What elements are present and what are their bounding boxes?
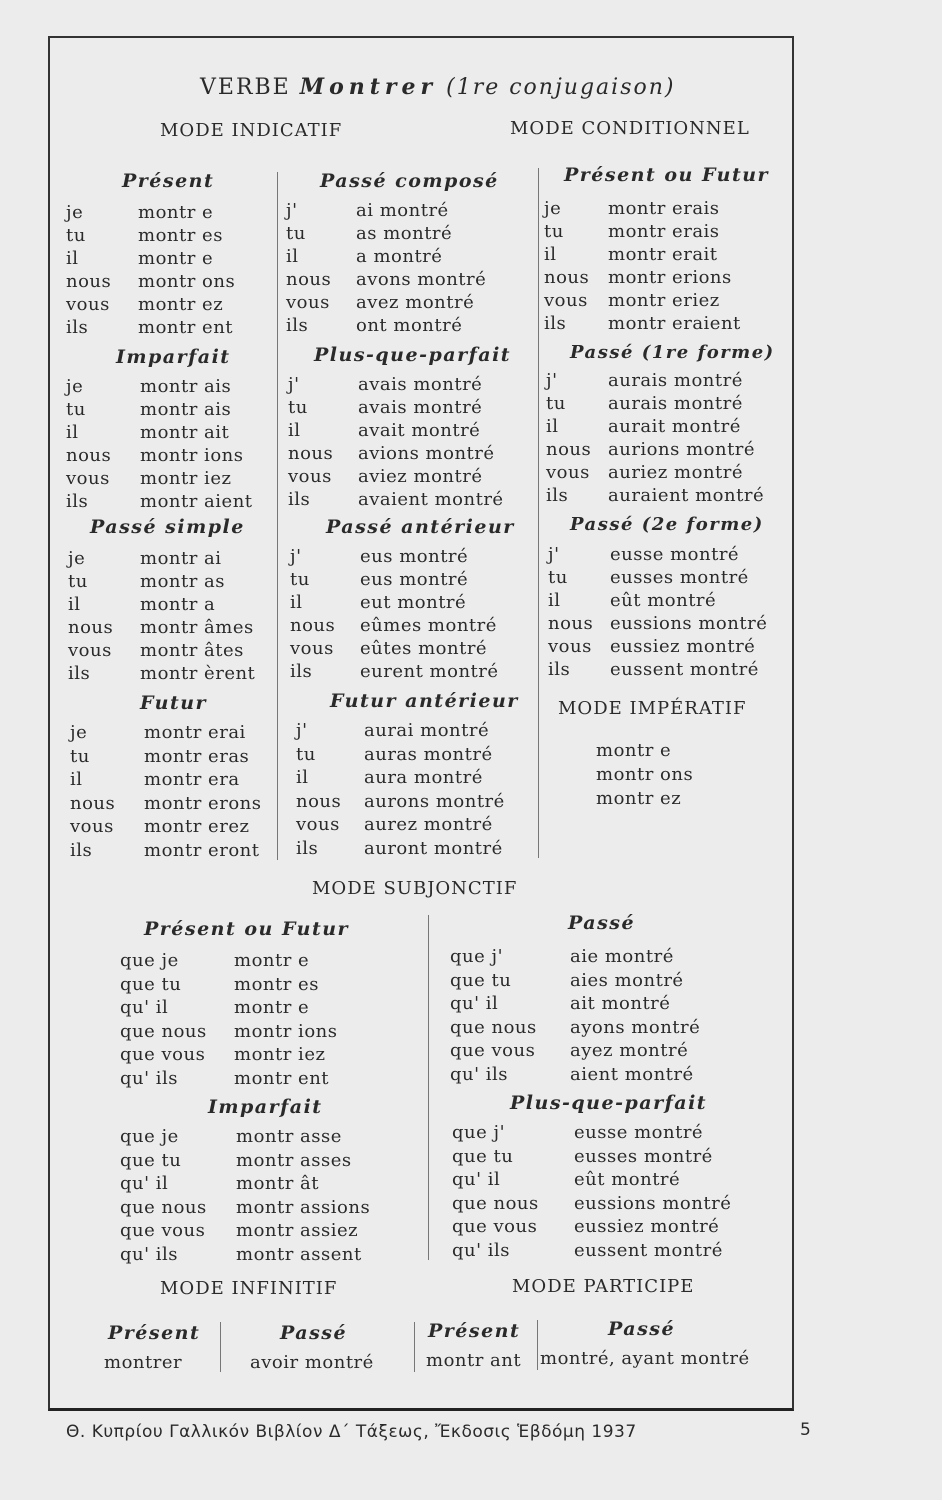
imperatif-form: montr ez <box>596 788 682 809</box>
indicatif-plus-que-parfait-form: avions montré <box>358 443 495 464</box>
indicatif-futur-heading: Futur <box>140 692 208 714</box>
indicatif-passe-anterieur-form: eus montré <box>360 569 469 590</box>
subjonctif-present-pronoun: qu' il <box>120 997 169 1018</box>
indicatif-imparfait-form: montr ais <box>140 399 232 420</box>
indicatif-passe-anterieur-pronoun: tu <box>290 569 310 590</box>
indicatif-futur-form: montr era <box>144 769 240 790</box>
subjonctif-present-pronoun: que nous <box>120 1020 207 1042</box>
subjonctif-plus-que-parfait-form: eussent montré <box>574 1239 723 1261</box>
indicatif-passe-compose-pronoun: tu <box>286 223 306 244</box>
subjonctif-present-form: montr e <box>234 950 310 971</box>
participe-present: montr ant <box>426 1350 522 1371</box>
subjonctif-plus-que-parfait-pronoun: que nous <box>452 1192 539 1214</box>
mode-imperatif-heading: MODE IMPÉRATIF <box>558 698 747 719</box>
indicatif-futur-pronoun: je <box>70 722 88 743</box>
indicatif-passe-simple-pronoun: ils <box>68 663 91 684</box>
subjonctif-imparfait-pronoun: qu' il <box>120 1173 169 1194</box>
subjonctif-passe-form: ayez montré <box>570 1040 689 1061</box>
subjonctif-present-pronoun: que tu <box>120 973 182 995</box>
conditionnel-passe2-form: eussiez montré <box>610 636 756 657</box>
indicatif-imparfait-form: montr iez <box>140 468 232 489</box>
indicatif-imparfait-form: montr ions <box>140 445 244 466</box>
conditionnel-present-heading: Présent ou Futur <box>564 164 770 186</box>
indicatif-passe-simple-pronoun: je <box>68 548 86 569</box>
subjonctif-present-pronoun: qu' ils <box>120 1067 179 1089</box>
indicatif-plus-que-parfait-pronoun: nous <box>288 443 334 464</box>
indicatif-futur-pronoun: nous <box>70 792 116 814</box>
subjonctif-passe-pronoun: que nous <box>450 1016 537 1038</box>
subjonctif-imparfait-form: montr assions <box>236 1196 371 1218</box>
imperatif-form: montr e <box>596 740 672 761</box>
subjonctif-imparfait-pronoun: que vous <box>120 1220 206 1241</box>
conditionnel-present-pronoun: je <box>544 198 562 219</box>
subjonctif-passe-form: aie montré <box>570 946 674 967</box>
subjonctif-imparfait-form: montr assent <box>236 1243 362 1265</box>
subjonctif-passe-form: aient montré <box>570 1063 694 1085</box>
participe-passe-heading: Passé <box>608 1318 676 1340</box>
indicatif-present-pronoun: vous <box>66 294 110 315</box>
conditionnel-passe1-form: aurait montré <box>608 416 741 437</box>
conditionnel-present-form: montr eraient <box>608 313 741 334</box>
subjonctif-imparfait-pronoun: que tu <box>120 1149 182 1171</box>
indicatif-passe-compose-pronoun: ils <box>286 315 309 336</box>
indicatif-present-form: montr ez <box>138 294 224 315</box>
indicatif-futur-anterieur-heading: Futur antérieur <box>330 690 519 712</box>
subjonctif-imparfait-pronoun: que je <box>120 1126 179 1147</box>
conditionnel-present-form: montr erais <box>608 198 720 219</box>
indicatif-passe-compose-pronoun: vous <box>286 292 330 313</box>
conditionnel-passe2-heading: Passé (2e forme) <box>570 514 764 535</box>
indicatif-imparfait-heading: Imparfait <box>116 346 231 368</box>
column-divider <box>220 1322 221 1372</box>
subjonctif-present-form: montr ent <box>234 1067 330 1089</box>
indicatif-futur-anterieur-pronoun: tu <box>296 743 316 765</box>
subjonctif-passe-form: aies montré <box>570 969 684 991</box>
indicatif-imparfait-pronoun: vous <box>66 468 110 489</box>
mode-subjonctif-heading: MODE SUBJONCTIF <box>312 878 518 899</box>
subjonctif-present-pronoun: que je <box>120 950 179 971</box>
indicatif-futur-anterieur-form: auront montré <box>364 837 503 859</box>
indicatif-passe-simple-heading: Passé simple <box>90 516 245 538</box>
mode-infinitif-heading: MODE INFINITIF <box>160 1278 338 1299</box>
indicatif-present-form: montr ent <box>138 317 234 338</box>
conditionnel-present-form: montr eriez <box>608 290 720 311</box>
infinitif-present-heading: Présent <box>108 1322 201 1344</box>
page-number: 5 <box>800 1420 812 1440</box>
indicatif-imparfait-pronoun: nous <box>66 445 112 466</box>
subjonctif-present-pronoun: que vous <box>120 1044 206 1065</box>
subjonctif-passe-pronoun: que j' <box>450 946 504 967</box>
subjonctif-passe-pronoun: qu' ils <box>450 1063 509 1085</box>
page-title: VERBE Montrer (1re conjugaison) <box>200 74 676 100</box>
conditionnel-present-form: montr erions <box>608 267 732 288</box>
indicatif-passe-simple-pronoun: vous <box>68 640 112 661</box>
indicatif-passe-anterieur-form: eus montré <box>360 546 469 567</box>
column-divider <box>537 1320 538 1370</box>
conditionnel-passe2-pronoun: j' <box>548 544 560 565</box>
indicatif-passe-compose-form: ont montré <box>356 315 463 336</box>
indicatif-plus-que-parfait-heading: Plus-que-parfait <box>314 344 512 366</box>
indicatif-passe-simple-form: montr a <box>140 594 216 615</box>
subjonctif-passe-pronoun: qu' il <box>450 993 499 1014</box>
indicatif-passe-simple-form: montr as <box>140 571 226 592</box>
indicatif-futur-form: montr erai <box>144 722 246 743</box>
footer-citation: Θ. Κυπρίου Γαλλικόν Βιβλίον Δ΄ Τάξεως, Ἔκδοσις Ἑβδόμη 1937 <box>66 1422 637 1442</box>
subjonctif-passe-form: ayons montré <box>570 1016 701 1038</box>
subjonctif-plus-que-parfait-form: eusses montré <box>574 1145 713 1167</box>
indicatif-passe-simple-pronoun: il <box>68 594 81 615</box>
indicatif-present-pronoun: il <box>66 248 79 269</box>
conditionnel-passe2-pronoun: nous <box>548 613 594 634</box>
conditionnel-passe2-form: eussions montré <box>610 613 768 634</box>
conditionnel-passe2-pronoun: ils <box>548 659 571 680</box>
indicatif-passe-anterieur-pronoun: j' <box>290 546 302 567</box>
indicatif-passe-compose-pronoun: nous <box>286 269 332 290</box>
column-divider <box>277 172 278 860</box>
conditionnel-present-form: montr erait <box>608 244 718 265</box>
conditionnel-passe1-form: aurais montré <box>608 370 743 391</box>
indicatif-passe-simple-form: montr èrent <box>140 663 256 684</box>
indicatif-passe-compose-form: avons montré <box>356 269 487 290</box>
conditionnel-passe1-pronoun: nous <box>546 439 592 460</box>
subjonctif-plus-que-parfait-pronoun: qu' il <box>452 1169 501 1190</box>
infinitif-present: montrer <box>104 1352 183 1373</box>
indicatif-passe-compose-form: as montré <box>356 223 453 244</box>
indicatif-present-pronoun: nous <box>66 271 112 292</box>
participe-passe: montré, ayant montré <box>540 1348 750 1369</box>
indicatif-plus-que-parfait-pronoun: vous <box>288 466 332 487</box>
indicatif-plus-que-parfait-form: avait montré <box>358 420 481 441</box>
indicatif-passe-simple-pronoun: tu <box>68 571 88 592</box>
indicatif-passe-anterieur-heading: Passé antérieur <box>326 516 515 538</box>
indicatif-futur-form: montr erons <box>144 792 262 814</box>
conditionnel-passe1-pronoun: tu <box>546 393 566 414</box>
conditionnel-passe1-pronoun: il <box>546 416 559 437</box>
indicatif-futur-form: montr eras <box>144 745 250 767</box>
subjonctif-imparfait-pronoun: que nous <box>120 1196 207 1218</box>
conditionnel-passe2-pronoun: tu <box>548 567 568 588</box>
column-divider <box>414 1322 415 1372</box>
conditionnel-present-pronoun: vous <box>544 290 588 311</box>
conditionnel-present-pronoun: il <box>544 244 557 265</box>
indicatif-futur-anterieur-form: aurons montré <box>364 790 505 812</box>
subjonctif-plus-que-parfait-form: eût montré <box>574 1169 681 1190</box>
indicatif-passe-compose-pronoun: j' <box>286 200 298 221</box>
indicatif-plus-que-parfait-form: aviez montré <box>358 466 483 487</box>
subjonctif-plus-que-parfait-pronoun: que j' <box>452 1122 506 1143</box>
indicatif-passe-compose-heading: Passé composé <box>320 170 499 192</box>
indicatif-futur-form: montr eront <box>144 839 260 861</box>
subjonctif-plus-que-parfait-form: eussiez montré <box>574 1216 720 1237</box>
indicatif-passe-anterieur-pronoun: il <box>290 592 303 613</box>
conditionnel-passe1-pronoun: ils <box>546 485 569 506</box>
conditionnel-present-pronoun: tu <box>544 221 564 242</box>
indicatif-futur-anterieur-pronoun: vous <box>296 814 340 835</box>
indicatif-present-form: montr ons <box>138 271 236 292</box>
indicatif-imparfait-form: montr ais <box>140 376 232 397</box>
subjonctif-plus-que-parfait-pronoun: que tu <box>452 1145 514 1167</box>
indicatif-plus-que-parfait-form: avais montré <box>358 374 483 395</box>
mode-participe-heading: MODE PARTICIPE <box>512 1276 695 1297</box>
conditionnel-passe1-heading: Passé (1re forme) <box>570 342 775 363</box>
subjonctif-present-form: montr iez <box>234 1044 326 1065</box>
subjonctif-plus-que-parfait-form: eusse montré <box>574 1122 704 1143</box>
indicatif-futur-anterieur-form: aurez montré <box>364 814 493 835</box>
conditionnel-present-form: montr erais <box>608 221 720 242</box>
subjonctif-passe-pronoun: que tu <box>450 969 512 991</box>
subjonctif-imparfait-pronoun: qu' ils <box>120 1243 179 1265</box>
indicatif-imparfait-pronoun: tu <box>66 399 86 420</box>
conditionnel-passe2-form: eussent montré <box>610 659 759 680</box>
indicatif-passe-anterieur-pronoun: ils <box>290 661 313 682</box>
indicatif-futur-form: montr erez <box>144 816 250 837</box>
subjonctif-passe-pronoun: que vous <box>450 1040 536 1061</box>
subjonctif-imparfait-form: montr assiez <box>236 1220 359 1241</box>
indicatif-present-form: montr es <box>138 225 223 246</box>
infinitif-passe-heading: Passé <box>280 1322 348 1344</box>
column-divider <box>538 168 539 858</box>
conditionnel-passe1-form: aurais montré <box>608 393 743 414</box>
indicatif-passe-simple-pronoun: nous <box>68 617 114 638</box>
indicatif-futur-pronoun: il <box>70 769 83 790</box>
indicatif-futur-anterieur-form: aurai montré <box>364 720 490 741</box>
conditionnel-passe2-pronoun: il <box>548 590 561 611</box>
indicatif-present-form: montr e <box>138 202 214 223</box>
indicatif-passe-simple-form: montr âmes <box>140 617 254 638</box>
conditionnel-passe2-form: eusses montré <box>610 567 749 588</box>
subjonctif-present-heading: Présent ou Futur <box>144 918 350 940</box>
conditionnel-passe1-form: aurions montré <box>608 439 756 460</box>
mode-conditionnel-heading: MODE CONDITIONNEL <box>510 118 750 139</box>
conditionnel-passe2-form: eusse montré <box>610 544 740 565</box>
conditionnel-passe2-form: eût montré <box>610 590 717 611</box>
conditionnel-passe1-pronoun: j' <box>546 370 558 391</box>
indicatif-futur-pronoun: vous <box>70 816 114 837</box>
indicatif-futur-pronoun: ils <box>70 839 93 861</box>
subjonctif-plus-que-parfait-pronoun: que vous <box>452 1216 538 1237</box>
column-divider <box>428 915 429 1260</box>
subjonctif-imparfait-form: montr asses <box>236 1149 352 1171</box>
conditionnel-passe1-pronoun: vous <box>546 462 590 483</box>
indicatif-passe-anterieur-pronoun: vous <box>290 638 334 659</box>
indicatif-plus-que-parfait-pronoun: ils <box>288 489 311 510</box>
indicatif-present-pronoun: tu <box>66 225 86 246</box>
indicatif-imparfait-form: montr ait <box>140 422 230 443</box>
indicatif-passe-compose-form: avez montré <box>356 292 475 313</box>
conditionnel-present-pronoun: nous <box>544 267 590 288</box>
indicatif-futur-anterieur-form: auras montré <box>364 743 493 765</box>
subjonctif-passe-heading: Passé <box>568 912 636 934</box>
indicatif-passe-anterieur-form: eurent montré <box>360 661 499 682</box>
indicatif-present-heading: Présent <box>122 170 215 192</box>
conditionnel-passe1-form: auraient montré <box>608 485 765 506</box>
indicatif-passe-simple-form: montr ai <box>140 548 222 569</box>
conditionnel-passe1-form: auriez montré <box>608 462 744 483</box>
indicatif-passe-simple-form: montr âtes <box>140 640 244 661</box>
indicatif-plus-que-parfait-form: avaient montré <box>358 489 504 510</box>
indicatif-passe-compose-pronoun: il <box>286 246 299 267</box>
subjonctif-passe-form: ait montré <box>570 993 671 1014</box>
subjonctif-imparfait-heading: Imparfait <box>208 1096 323 1118</box>
indicatif-imparfait-pronoun: ils <box>66 491 89 512</box>
indicatif-plus-que-parfait-pronoun: tu <box>288 397 308 418</box>
indicatif-futur-anterieur-pronoun: nous <box>296 790 342 812</box>
indicatif-passe-anterieur-form: eûtes montré <box>360 638 488 659</box>
conditionnel-present-pronoun: ils <box>544 313 567 334</box>
subjonctif-present-form: montr es <box>234 973 319 995</box>
indicatif-passe-compose-form: ai montré <box>356 200 449 221</box>
subjonctif-plus-que-parfait-form: eussions montré <box>574 1192 732 1214</box>
conditionnel-passe2-pronoun: vous <box>548 636 592 657</box>
subjonctif-imparfait-form: montr ât <box>236 1173 320 1194</box>
indicatif-present-pronoun: ils <box>66 317 89 338</box>
indicatif-passe-anterieur-form: eut montré <box>360 592 467 613</box>
indicatif-imparfait-pronoun: je <box>66 376 84 397</box>
indicatif-imparfait-pronoun: il <box>66 422 79 443</box>
indicatif-plus-que-parfait-pronoun: j' <box>288 374 300 395</box>
indicatif-imparfait-form: montr aient <box>140 491 253 512</box>
subjonctif-plus-que-parfait-pronoun: qu' ils <box>452 1239 511 1261</box>
indicatif-passe-anterieur-form: eûmes montré <box>360 615 497 636</box>
indicatif-futur-anterieur-pronoun: ils <box>296 837 319 859</box>
indicatif-passe-anterieur-pronoun: nous <box>290 615 336 636</box>
indicatif-futur-anterieur-pronoun: j' <box>296 720 308 741</box>
subjonctif-plus-que-parfait-heading: Plus-que-parfait <box>510 1092 708 1114</box>
indicatif-futur-anterieur-pronoun: il <box>296 767 309 788</box>
indicatif-futur-anterieur-form: aura montré <box>364 767 483 788</box>
infinitif-passe: avoir montré <box>250 1352 374 1373</box>
subjonctif-imparfait-form: montr asse <box>236 1126 342 1147</box>
participe-present-heading: Présent <box>428 1320 521 1342</box>
indicatif-plus-que-parfait-pronoun: il <box>288 420 301 441</box>
indicatif-present-form: montr e <box>138 248 214 269</box>
indicatif-futur-pronoun: tu <box>70 745 90 767</box>
subjonctif-present-form: montr e <box>234 997 310 1018</box>
indicatif-present-pronoun: je <box>66 202 84 223</box>
indicatif-passe-compose-form: a montré <box>356 246 443 267</box>
indicatif-plus-que-parfait-form: avais montré <box>358 397 483 418</box>
imperatif-form: montr ons <box>596 764 694 785</box>
subjonctif-present-form: montr ions <box>234 1020 338 1042</box>
mode-indicatif-heading: MODE INDICATIF <box>160 120 343 141</box>
